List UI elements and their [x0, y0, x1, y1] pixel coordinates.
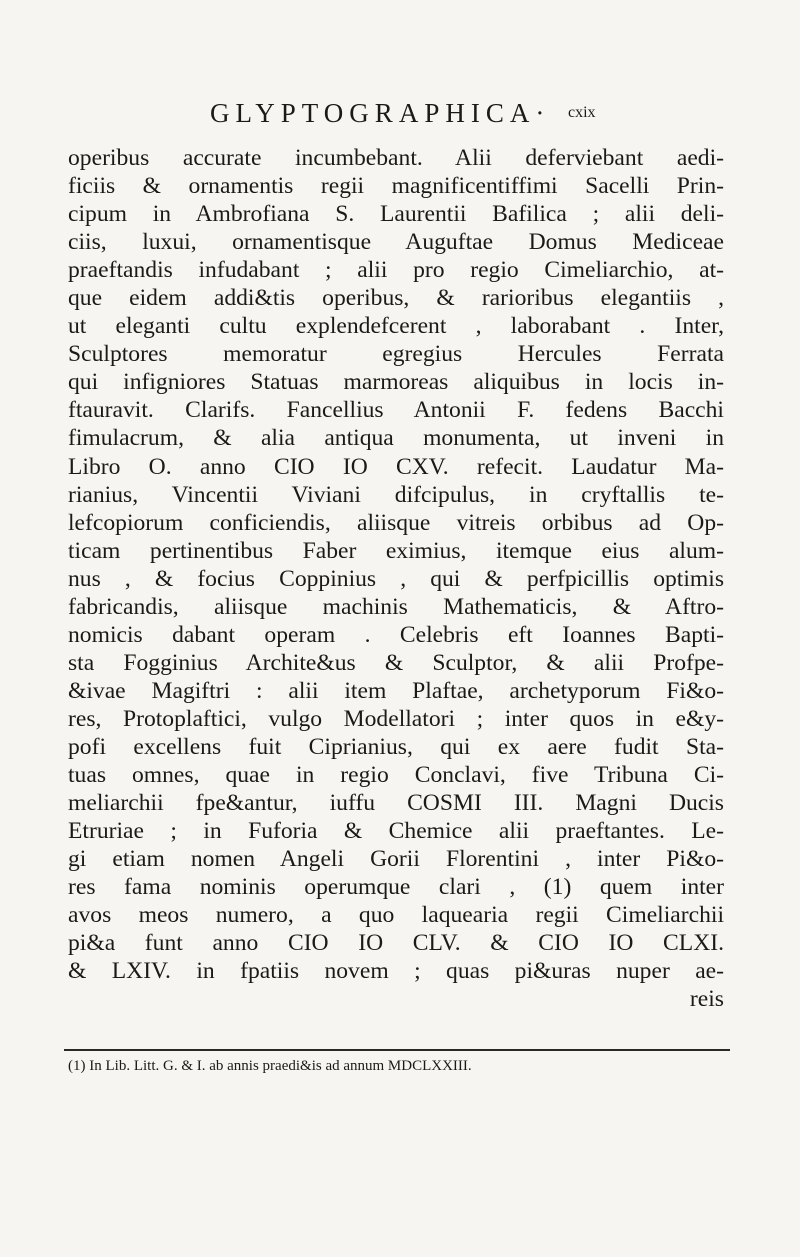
footnote: (1) In Lib. Litt. G. & I. ab annis praedi&is ad annum MDCLXXIII. — [68, 1058, 472, 1074]
text-line: Etruriae ; in Fuforia & Chemice alii praeftantes. Le- — [68, 818, 724, 845]
text-line: fimulacrum, & alia antiqua monumenta, ut inveni in — [68, 425, 724, 452]
text-line: res fama nominis operumque clari , (1) quem inter — [68, 874, 724, 901]
text-line: ticam pertinentibus Faber eximius, itemque eius alum- — [68, 537, 724, 564]
text-line: res, Protoplaftici, vulgo Modellatori ; inter quos in e&y- — [68, 705, 724, 732]
text-line: ficiis & ornamentis regii magnificentiffimi Sacelli Prin- — [68, 173, 724, 200]
text-line: pofi excellens fuit Ciprianius, qui ex aere fudit Sta- — [68, 733, 724, 760]
footnote-rule — [64, 1049, 730, 1051]
text-line: sta Fogginius Archite&us & Sculptor, & alii Profpe- — [68, 649, 724, 676]
text-line: que eidem addi&tis operibus, & rarioribus elegantiis , — [68, 285, 724, 312]
body-text — [68, 144, 724, 1013]
text-line: fabricandis, aliisque machinis Mathematicis, & Aftro- — [68, 593, 724, 620]
text-line: cipum in Ambrofiana S. Laurentii Bafilica ; alii deli- — [68, 201, 724, 228]
text-line: lefcopiorum conficiendis, aliisque vitreis orbibus ad Op- — [68, 509, 724, 536]
running-head — [60, 98, 750, 138]
text-line: rianius, Vincentii Viviani difcipulus, in cryftallis te- — [68, 481, 724, 508]
text-line: operibus accurate incumbebant. Alii deferviebant aedi- — [68, 145, 724, 171]
catchword: reis — [689, 986, 724, 1013]
text-line: gi etiam nomen Angeli Gorii Florentini , inter Pi&o- — [68, 846, 724, 873]
text-line: &ivae Magiftri : alii item Plaftae, archetyporum Fi&o- — [68, 677, 724, 704]
running-title: GLYPTOGRAPHICA· — [210, 98, 551, 128]
text-line: ciis, luxui, ornamentisque Auguftae Domus Mediceae — [68, 229, 724, 256]
text-line: tuas omnes, quae in regio Conclavi, five Tribuna Ci- — [68, 762, 724, 789]
page-number: cxix — [568, 104, 596, 121]
text-line: Sculptores memoratur egregius Hercules Ferrata — [68, 341, 724, 368]
text-line: ftauravit. Clarifs. Fancellius Antonii F. fedens Bacchi — [68, 397, 724, 424]
text-line: qui infigniores Statuas marmoreas aliquibus in locis in- — [68, 369, 724, 396]
text-line: Libro O. anno CIO IO CXV. refecit. Laudatur Ma- — [68, 453, 724, 480]
text-line: nomicis dabant operam . Celebris eft Ioannes Bapti- — [68, 621, 724, 648]
text-line: meliarchii fpe&antur, iuffu COSMI III. Magni Ducis — [68, 790, 724, 817]
text-line: praeftandis infudabant ; alii pro regio Cimeliarchio, at- — [68, 257, 724, 284]
text-line: & LXIV. in fpatiis novem ; quas pi&uras nuper ae- — [68, 958, 724, 985]
text-line: pi&a funt anno CIO IO CLV. & CIO IO CLXI. — [68, 930, 724, 957]
text-line: ut eleganti cultu explendefcerent , laborabant . Inter, — [68, 313, 724, 340]
text-line: avos meos numero, a quo laquearia regii Cimeliarchii — [68, 902, 724, 929]
text-line: nus , & focius Coppinius , qui & perfpicillis optimis — [68, 565, 724, 592]
